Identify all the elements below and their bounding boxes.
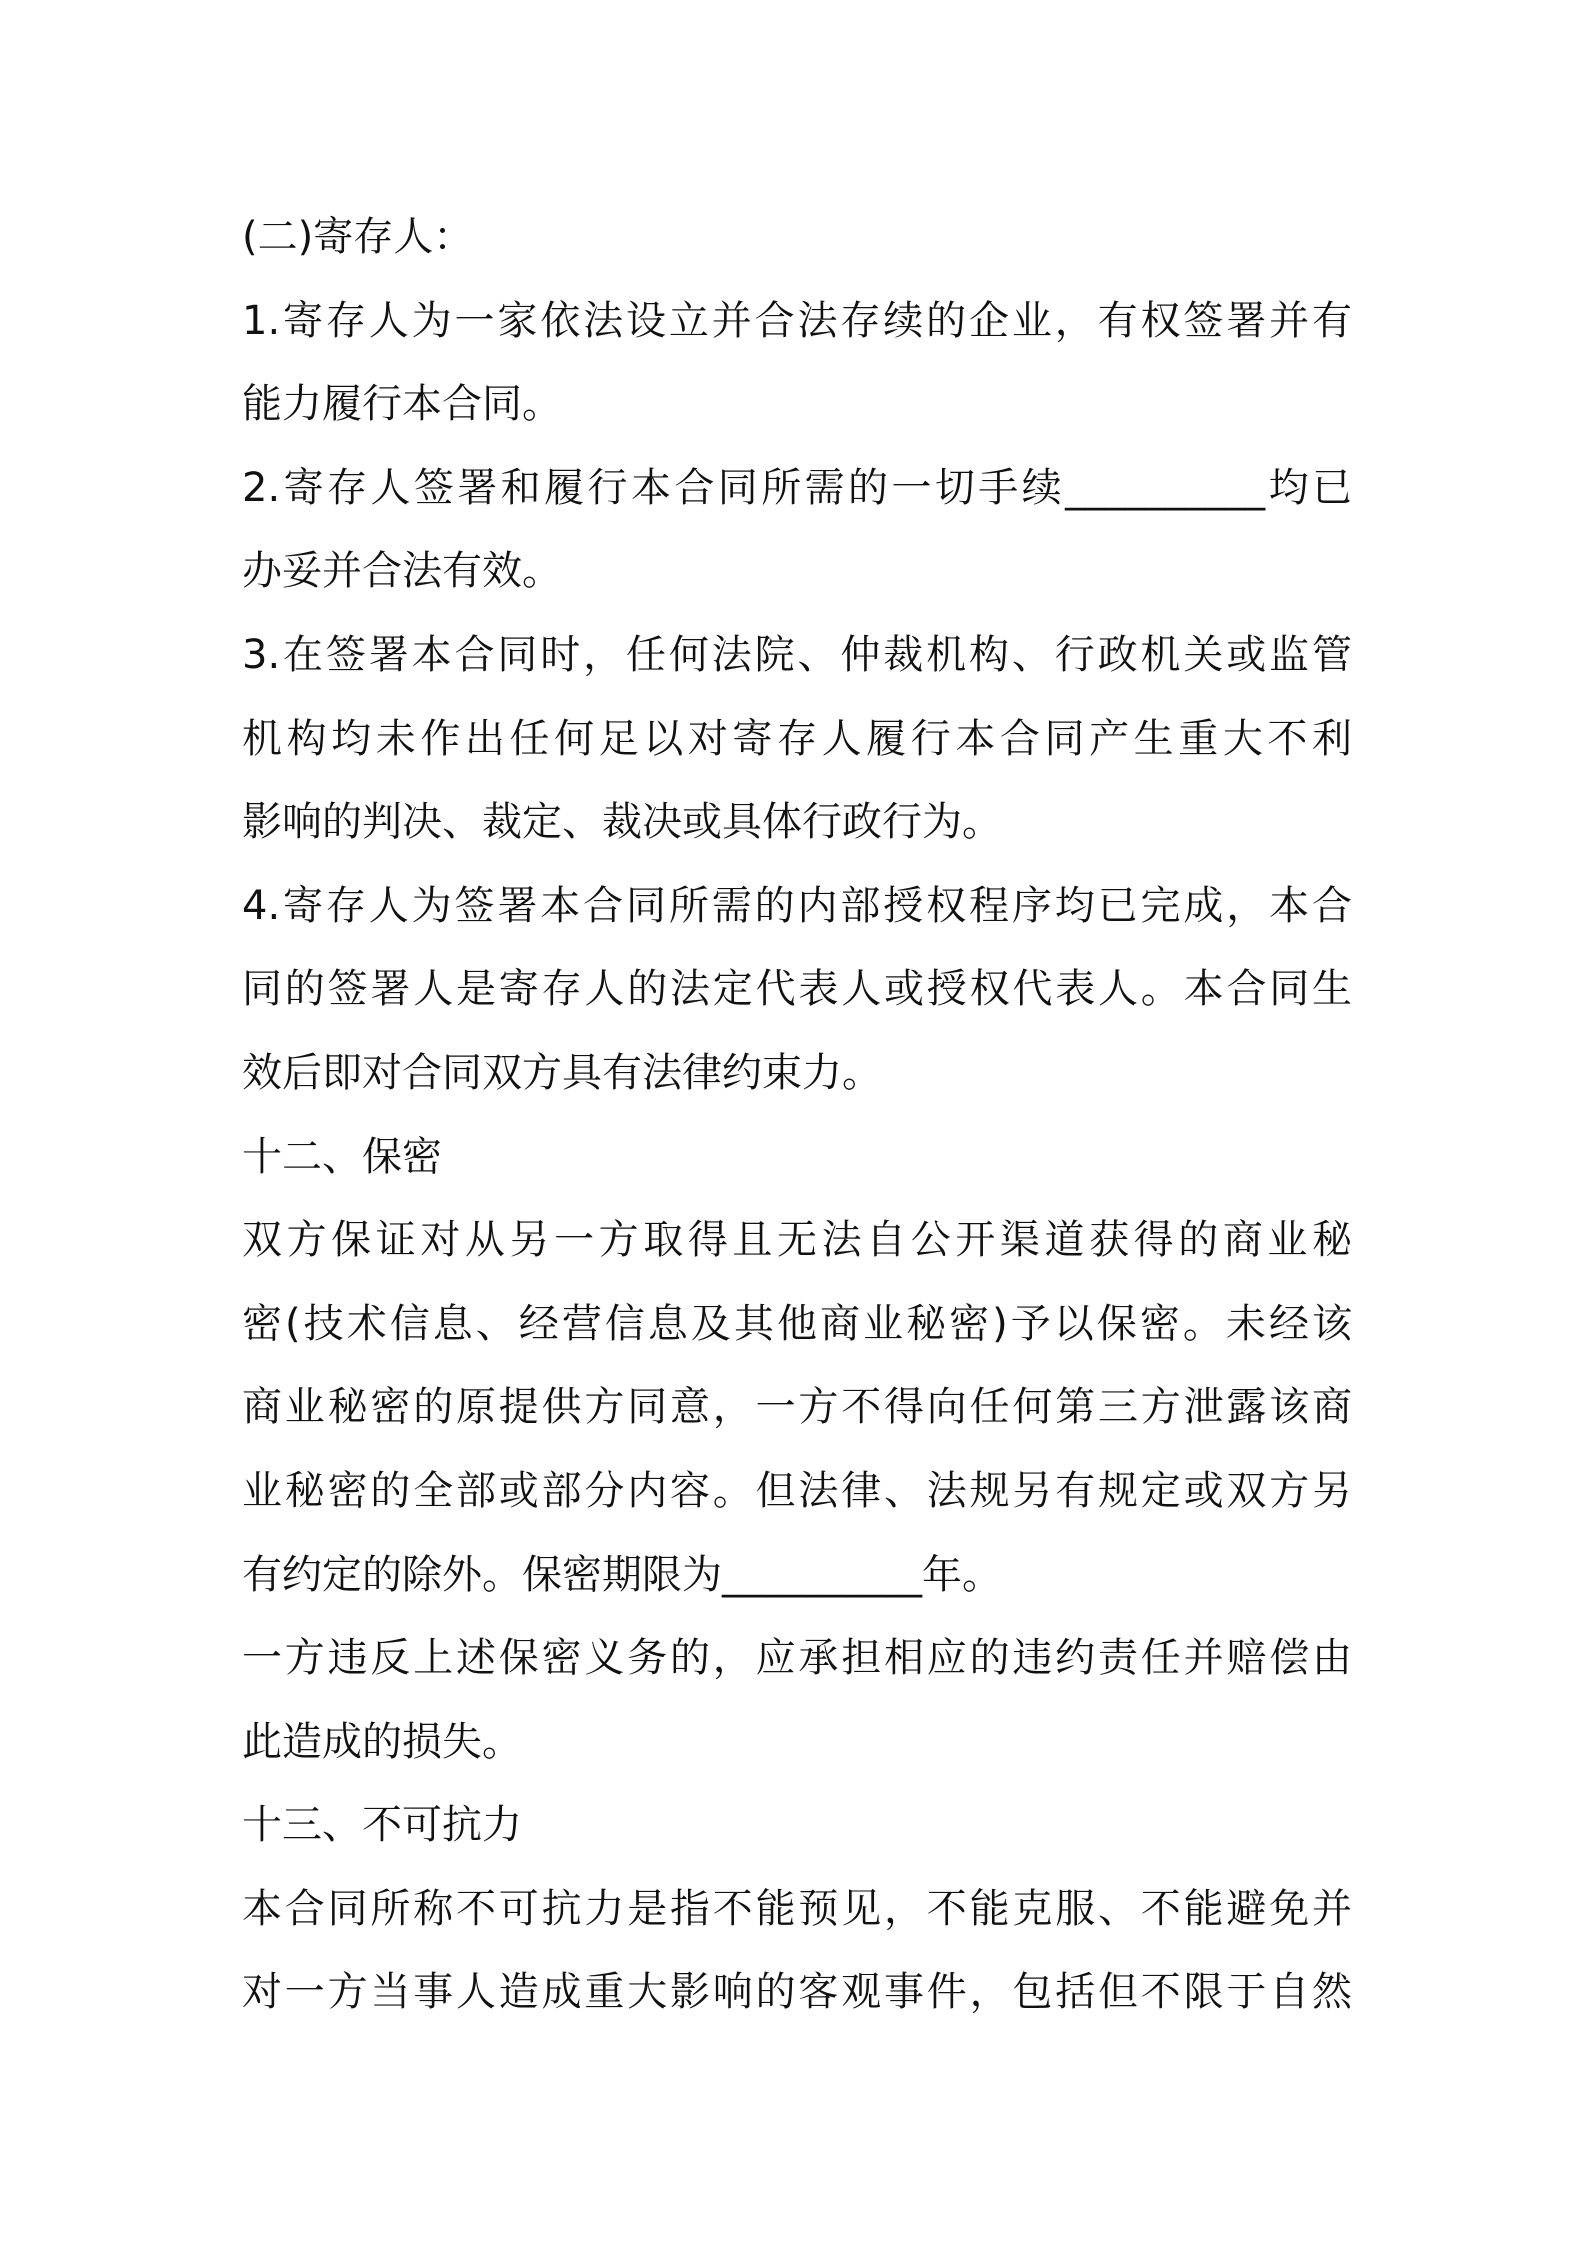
paragraph-line: 能力履行本合同。 bbox=[242, 381, 562, 428]
paragraph-line: 双方保证对从另一方取得且无法自公开渠道获得的商业秘 bbox=[242, 1217, 1352, 1264]
subsection-heading-depositor: (二)寄存人： bbox=[242, 214, 474, 260]
paragraph-line: 效后即对合同双方具有法律约束力。 bbox=[242, 1049, 882, 1096]
paragraph-line: 商业秘密的原提供方同意，一方不得向任何第三方泄露该商 bbox=[242, 1384, 1352, 1431]
paragraph-line: 影响的判决、裁定、裁决或具体行政行为。 bbox=[242, 799, 1002, 846]
paragraph-line: 业秘密的全部或部分内容。但法律、法规另有规定或双方另 bbox=[242, 1467, 1352, 1514]
paragraph-line: 密(技术信息、经营信息及其他商业秘密)予以保密。未经该 bbox=[242, 1300, 1352, 1347]
paragraph-line: 1.寄存人为一家依法设立并合法存续的企业，有权签署并有 bbox=[242, 297, 1352, 344]
paragraph-line: 有约定的除外。保密期限为__________年。 bbox=[242, 1551, 1002, 1598]
paragraph-line: 同的签署人是寄存人的法定代表人或授权代表人。本合同生 bbox=[242, 966, 1352, 1013]
paragraph-line: 2.寄存人签署和履行本合同所需的一切手续__________均已 bbox=[242, 464, 1352, 511]
paragraph-line: 机构均未作出任何足以对寄存人履行本合同产生重大不利 bbox=[242, 715, 1352, 762]
paragraph-line: 此造成的损失。 bbox=[242, 1718, 522, 1765]
section-heading-force-majeure: 十三、不可抗力 bbox=[242, 1802, 522, 1849]
section-heading-confidentiality: 十二、保密 bbox=[242, 1133, 442, 1180]
paragraph-line: 4.寄存人为签署本合同所需的内部授权程序均已完成，本合 bbox=[242, 882, 1352, 929]
paragraph-line: 办妥并合法有效。 bbox=[242, 548, 562, 595]
paragraph-line: 3.在签署本合同时，任何法院、仲裁机构、行政机关或监管 bbox=[242, 631, 1352, 678]
paragraph-line: 一方违反上述保密义务的，应承担相应的违约责任并赔偿由 bbox=[242, 1635, 1352, 1682]
document-body bbox=[242, 196, 1352, 2035]
paragraph-line: 本合同所称不可抗力是指不能预见，不能克服、不能避免并 bbox=[242, 1885, 1352, 1932]
paragraph-line: 对一方当事人造成重大影响的客观事件，包括但不限于自然 bbox=[242, 1969, 1352, 2016]
